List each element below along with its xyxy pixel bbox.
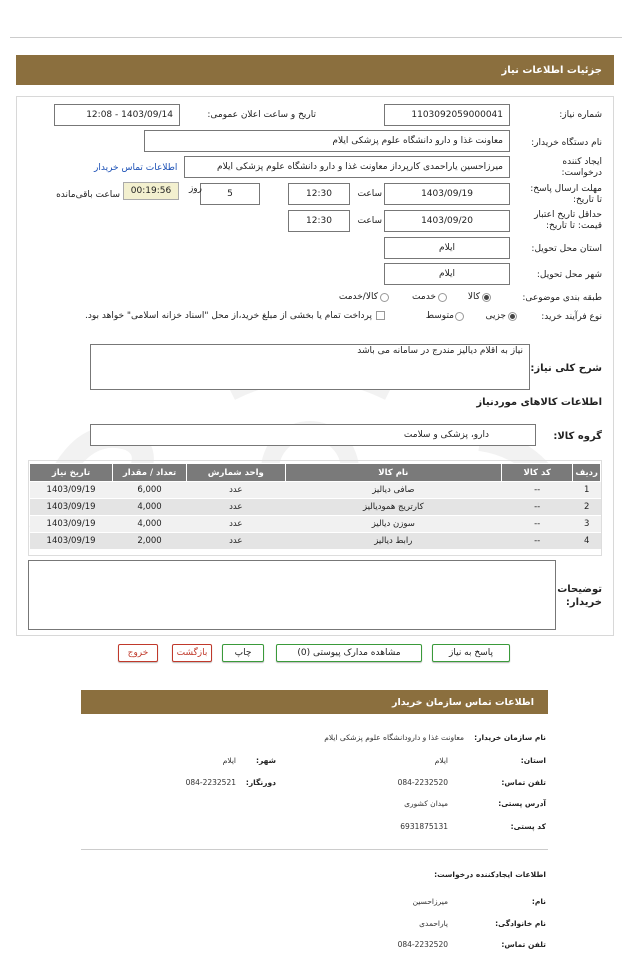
reply-deadline-time-field: 12:30 xyxy=(288,183,350,205)
buyer-notes-label-line2: خریدار: xyxy=(565,597,602,608)
contact-fax-value: 084-2232521 xyxy=(185,778,236,787)
cell-row: 2 xyxy=(573,499,601,516)
cell-row: 4 xyxy=(573,533,601,550)
contact-phone-value: 084-2232520 xyxy=(397,778,448,787)
reply-deadline-date-field: 1403/09/19 xyxy=(384,183,510,205)
cell-unit: عدد xyxy=(186,533,285,550)
cell-row: 3 xyxy=(573,516,601,533)
reply-deadline-label-line1: مهلت ارسال پاسخ: xyxy=(530,184,602,194)
city-label: شهر محل تحویل: xyxy=(536,270,602,280)
contact-city-value: ایلام xyxy=(222,756,236,765)
process-label: نوع فرآیند خرید: xyxy=(541,312,602,322)
cell-quantity: 2,000 xyxy=(113,533,187,550)
col-row: ردیف xyxy=(573,464,601,482)
contact-section-title: اطلاعات تماس سازمان خریدار xyxy=(391,696,534,708)
cell-quantity: 4,000 xyxy=(113,516,187,533)
creator-label-line2: درخواست: xyxy=(561,168,602,178)
buyer-org-field: معاونت غذا و دارو دانشگاه علوم پزشکی ایلام xyxy=(144,130,510,152)
price-validity-time-label: ساعت xyxy=(357,216,382,226)
table-row xyxy=(30,499,601,516)
creator-phone-label: تلفن تماس: xyxy=(501,940,546,949)
process-medium-radio[interactable] xyxy=(455,312,464,321)
province-field: ایلام xyxy=(384,237,510,259)
need-number-label: شماره نیاز: xyxy=(559,110,602,120)
col-item-name: نام کالا xyxy=(285,464,501,482)
contact-postal-label: کد پستی: xyxy=(510,822,546,831)
contact-phone-label: تلفن تماس: xyxy=(501,778,546,787)
cell-item-name: صافی دیالیز xyxy=(285,482,501,499)
creator-family-value: یاراحمدی xyxy=(419,919,448,928)
buyer-org-label: نام دستگاه خریدار: xyxy=(531,138,602,148)
category-service-radio[interactable] xyxy=(438,293,447,302)
contact-address-label: آدرس پستی: xyxy=(498,799,546,808)
announce-date-label: تاریخ و ساعت اعلان عمومی: xyxy=(207,110,316,120)
goods-table xyxy=(29,463,601,550)
contact-fax-label: دورنگار: xyxy=(245,778,276,787)
cell-item-code: -- xyxy=(502,482,573,499)
goods-group-label: گروه کالا: xyxy=(553,431,602,442)
cell-need-date: 1403/09/19 xyxy=(30,533,113,550)
cell-unit: عدد xyxy=(186,516,285,533)
cell-unit: عدد xyxy=(186,499,285,516)
process-small-radio[interactable] xyxy=(508,312,517,321)
category-goods-radio[interactable] xyxy=(482,293,491,302)
col-need-date: تاریخ نیاز xyxy=(30,464,113,482)
exit-button[interactable]: خروج xyxy=(118,644,158,662)
price-validity-time-field: 12:30 xyxy=(288,210,350,232)
process-medium-label: متوسط xyxy=(425,311,454,321)
category-label: طبقه بندی موضوعی: xyxy=(522,293,602,303)
contact-section-header xyxy=(81,690,548,714)
table-row xyxy=(30,533,601,550)
back-button[interactable]: بازگشت xyxy=(172,644,212,662)
process-small-label: جزیی xyxy=(485,311,506,321)
reply-to-need-button[interactable]: پاسخ به نیاز xyxy=(432,644,510,662)
cell-item-code: -- xyxy=(502,516,573,533)
cell-item-name: کارتریج همودیالیز xyxy=(285,499,501,516)
cell-item-name: رابط دیالیز xyxy=(285,533,501,550)
print-button[interactable]: چاپ xyxy=(222,644,264,662)
cell-item-code: -- xyxy=(502,499,573,516)
view-attachments-button[interactable]: مشاهده مدارک پیوستی (0) xyxy=(276,644,422,662)
price-validity-label-line1: حداقل تاریخ اعتبار xyxy=(534,210,602,220)
contact-divider xyxy=(81,849,548,850)
creator-label-line1: ایجاد کننده xyxy=(562,157,602,167)
page-title: جزئیات اطلاعات نیاز xyxy=(501,64,602,76)
city-field: ایلام xyxy=(384,263,510,285)
cell-need-date: 1403/09/19 xyxy=(30,499,113,516)
days-label: روز xyxy=(188,184,202,194)
treasury-payment-checkbox[interactable] xyxy=(376,311,385,320)
buyer-contact-link[interactable]: اطلاعات تماس خریدار xyxy=(94,163,178,173)
remaining-time-label: ساعت باقی‌مانده xyxy=(56,190,120,200)
goods-table-header xyxy=(30,464,601,482)
price-validity-label-line2: قیمت: تا تاریخ: xyxy=(546,221,602,231)
remaining-time-field: 00:19:56 xyxy=(123,182,179,200)
category-service-label: خدمت xyxy=(412,292,436,302)
top-divider xyxy=(10,37,622,38)
buyer-notes-field xyxy=(28,560,556,630)
creator-name-value: میرزاحسین xyxy=(412,897,448,906)
category-both-radio[interactable] xyxy=(380,293,389,302)
reply-deadline-label-line2: تا تاریخ: xyxy=(572,195,602,205)
creator-family-label: نام خانوادگی: xyxy=(495,919,546,928)
col-quantity: تعداد / مقدار xyxy=(113,464,187,482)
cell-row: 1 xyxy=(573,482,601,499)
remaining-days-field: 5 xyxy=(200,183,260,205)
table-row xyxy=(30,516,601,533)
cell-item-code: -- xyxy=(502,533,573,550)
page-header xyxy=(16,55,614,85)
creator-phone-value: 084-2232520 xyxy=(397,940,448,949)
contact-org-value: معاونت غذا و دارودانشگاه علوم پزشکی ایلام xyxy=(324,733,464,742)
cell-need-date: 1403/09/19 xyxy=(30,482,113,499)
category-goods-label: کالا xyxy=(467,292,480,302)
announce-date-field: 1403/09/14 - 12:08 xyxy=(54,104,180,126)
buyer-notes-label-line1: توضیحات xyxy=(557,584,602,595)
treasury-payment-note: پرداخت تمام یا بخشی از مبلغ خرید،از محل "اسناد خزانه اسلامی" خواهد بود. xyxy=(84,311,372,321)
goods-group-field xyxy=(90,424,536,446)
table-row xyxy=(30,482,601,499)
category-both-label: کالا/خدمت xyxy=(338,292,378,302)
col-unit: واحد شمارش xyxy=(186,464,285,482)
creator-field: میرزاحسین یاراحمدی کارپرداز معاونت غذا و دارو دانشگاه علوم پزشکی ایلام xyxy=(184,156,510,178)
cell-item-name: سوزن دیالیز xyxy=(285,516,501,533)
reply-time-label: ساعت xyxy=(357,189,382,199)
price-validity-date-field: 1403/09/20 xyxy=(384,210,510,232)
cell-unit: عدد xyxy=(186,482,285,499)
goods-table-frame xyxy=(28,460,602,556)
goods-group-value: دارو، پزشکی و سلامت xyxy=(403,430,489,440)
creator-name-label: نام: xyxy=(531,897,546,906)
cell-quantity: 4,000 xyxy=(113,499,187,516)
contact-address-value: میدان کشوری xyxy=(404,799,448,808)
description-field: نیاز به اقلام دیالیز مندرج در سامانه می باشد xyxy=(90,344,530,390)
contact-org-label: نام سازمان خریدار: xyxy=(474,733,546,742)
creator-info-title: اطلاعات ایجادکننده درخواست: xyxy=(434,870,546,879)
cell-need-date: 1403/09/19 xyxy=(30,516,113,533)
need-number-field: 1103092059000041 xyxy=(384,104,510,126)
col-item-code: کد کالا xyxy=(502,464,573,482)
contact-city-label: شهر: xyxy=(256,756,276,765)
contact-postal-value: 6931875131 xyxy=(400,822,448,831)
contact-province-value: ایلام xyxy=(434,756,448,765)
description-label: شرح کلی نیاز: xyxy=(530,363,602,374)
cell-quantity: 6,000 xyxy=(113,482,187,499)
contact-province-label: استان: xyxy=(520,756,546,765)
province-label: استان محل تحویل: xyxy=(531,244,602,254)
goods-section-title: اطلاعات کالاهای موردنیاز xyxy=(476,397,602,408)
